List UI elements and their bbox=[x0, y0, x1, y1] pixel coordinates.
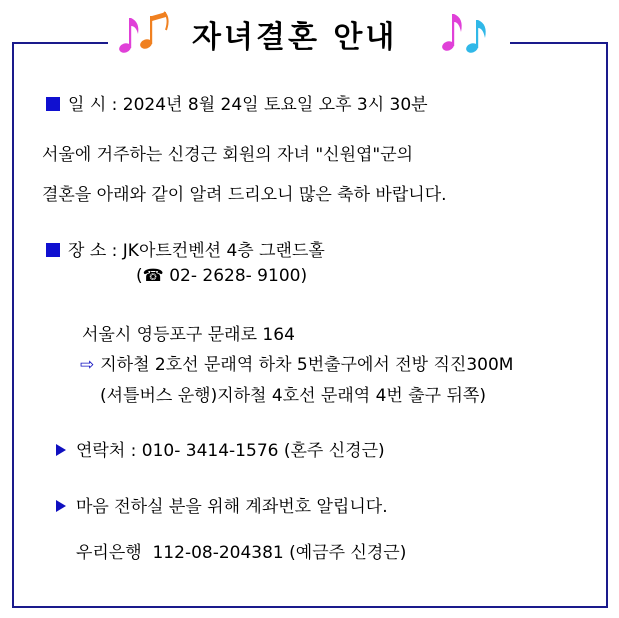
account-line: 우리은행 112-08-204381 (예금주 신경근) bbox=[76, 543, 407, 563]
account-notice-line bbox=[56, 492, 388, 517]
venue-phone: (☎ 02- 2628- 9100) bbox=[136, 266, 308, 286]
title-banner bbox=[108, 4, 510, 60]
page-title: 자녀결혼 안내 bbox=[192, 20, 398, 55]
contact-text: 연락처 : 010- 3414-1576 (혼주 신경근) bbox=[76, 441, 385, 461]
triangle-bullet-icon bbox=[56, 444, 66, 456]
right-arrow-icon: ⇨ bbox=[80, 355, 95, 375]
directions-line-1 bbox=[80, 350, 513, 375]
address-line: 서울시 영등포구 문래로 164 bbox=[82, 325, 295, 345]
directions-text-1: 지하철 2호선 문래역 하차 5번출구에서 전방 직진300M bbox=[100, 355, 514, 375]
contact-line bbox=[56, 436, 385, 461]
venue-line bbox=[46, 236, 325, 261]
music-notes-right-icon bbox=[436, 6, 496, 58]
message-line-2: 결혼을 아래와 같이 알려 드리오니 많은 축하 바랍니다. bbox=[42, 185, 447, 205]
directions-line-2: (셔틀버스 운행)지하철 4호선 문래역 4번 출구 뒤쪽) bbox=[100, 386, 486, 406]
music-notes-left-icon bbox=[112, 8, 172, 60]
square-bullet-icon bbox=[46, 97, 60, 111]
datetime-line bbox=[46, 90, 428, 115]
datetime-text: 일 시 : 2024년 8월 24일 토요일 오후 3시 30분 bbox=[68, 95, 428, 115]
message-line-1: 서울에 거주하는 신경근 회원의 자녀 "신원엽"군의 bbox=[42, 145, 414, 165]
triangle-bullet-icon bbox=[56, 500, 66, 512]
venue-text: 장 소 : JK아트컨벤션 4층 그랜드홀 bbox=[68, 241, 325, 261]
account-notice-text: 마음 전하실 분을 위해 계좌번호 알립니다. bbox=[76, 497, 388, 517]
square-bullet-icon bbox=[46, 243, 60, 257]
